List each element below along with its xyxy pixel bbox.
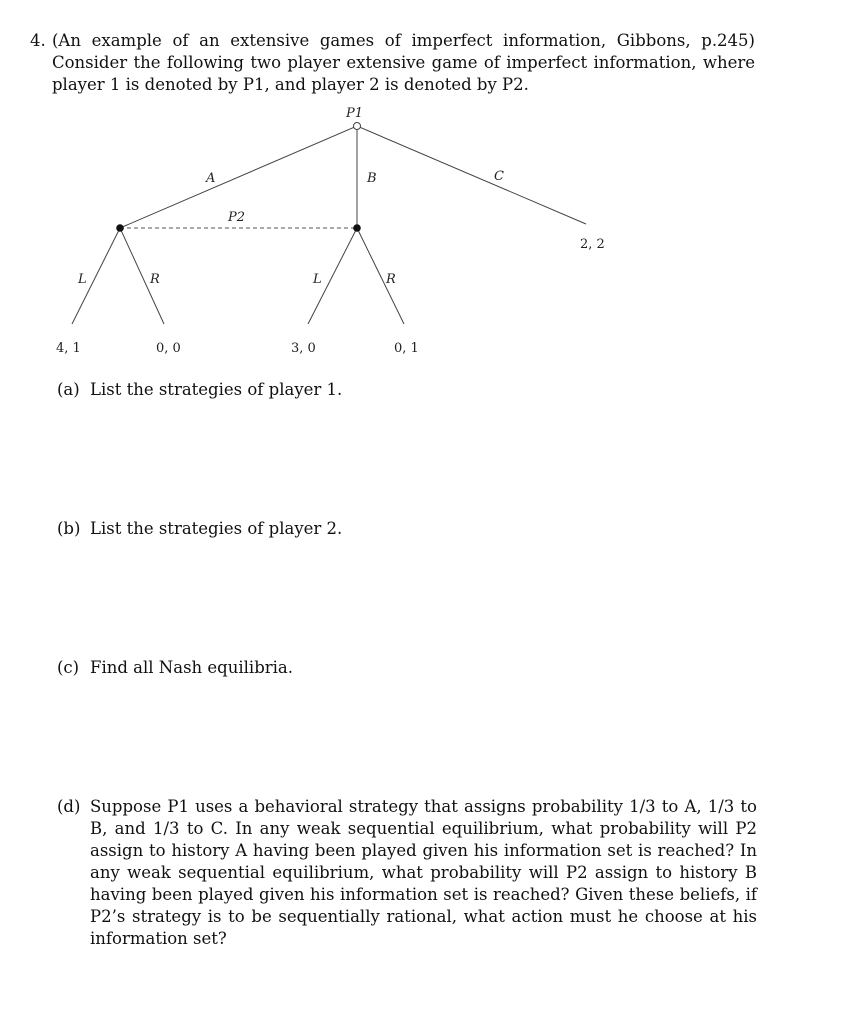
action-label-A: A xyxy=(206,171,216,186)
root-node xyxy=(354,123,361,130)
question-d xyxy=(57,796,757,950)
payoff-A-R: 0, 0 xyxy=(156,341,181,356)
info-set-label: P2 xyxy=(228,210,246,225)
p2-node-left xyxy=(116,224,124,232)
question-b xyxy=(57,518,757,540)
question-c-label: (c) xyxy=(57,658,80,677)
branch-right-R xyxy=(357,228,404,324)
action-label-left-L: L xyxy=(78,272,87,287)
problem-number: 4. xyxy=(30,31,46,50)
question-a-label: (a) xyxy=(57,380,80,399)
root-label: P1 xyxy=(346,106,364,121)
p2-node-right xyxy=(353,224,361,232)
question-b-text: List the strategies of player 2. xyxy=(90,519,343,538)
question-c xyxy=(57,657,757,679)
action-label-C: C xyxy=(494,169,504,184)
question-a xyxy=(57,379,757,401)
question-d-label: (d) xyxy=(57,797,81,816)
action-label-left-R: R xyxy=(150,272,160,287)
game-tree xyxy=(0,0,865,370)
question-c-text: Find all Nash equilibria. xyxy=(90,658,294,677)
branch-C xyxy=(357,126,586,224)
question-b-label: (b) xyxy=(57,519,81,538)
question-a-text: List the strategies of player 1. xyxy=(90,380,343,399)
payoff-A-L: 4, 1 xyxy=(56,341,81,356)
action-label-right-L: L xyxy=(313,272,322,287)
problem-text: (An example of an extensive games of imperfect information, Gibbons, p.245) Consider the following two player extensive game of imperfect information, where player 1 is denoted by P1, and player 2 is denoted by P2. xyxy=(52,31,755,94)
action-label-right-R: R xyxy=(386,272,396,287)
payoff-C: 2, 2 xyxy=(580,237,605,252)
payoff-B-L: 3, 0 xyxy=(291,341,316,356)
payoff-B-R: 0, 1 xyxy=(394,341,419,356)
question-d-text: Suppose P1 uses a behavioral strategy that assigns probability 1/3 to A, 1/3 to B, and 1/3 to C. In any weak sequential equilibrium, what probability will P2 assign to history A having been played given his information set is reached? In any weak sequential equilibrium, what probability will P2 assign to history B having been played given his information set is reached? Given these beliefs, if P2’s strategy is to be sequentially rational, what action must he choose at his information set? xyxy=(90,797,757,948)
action-label-B: B xyxy=(367,171,377,186)
